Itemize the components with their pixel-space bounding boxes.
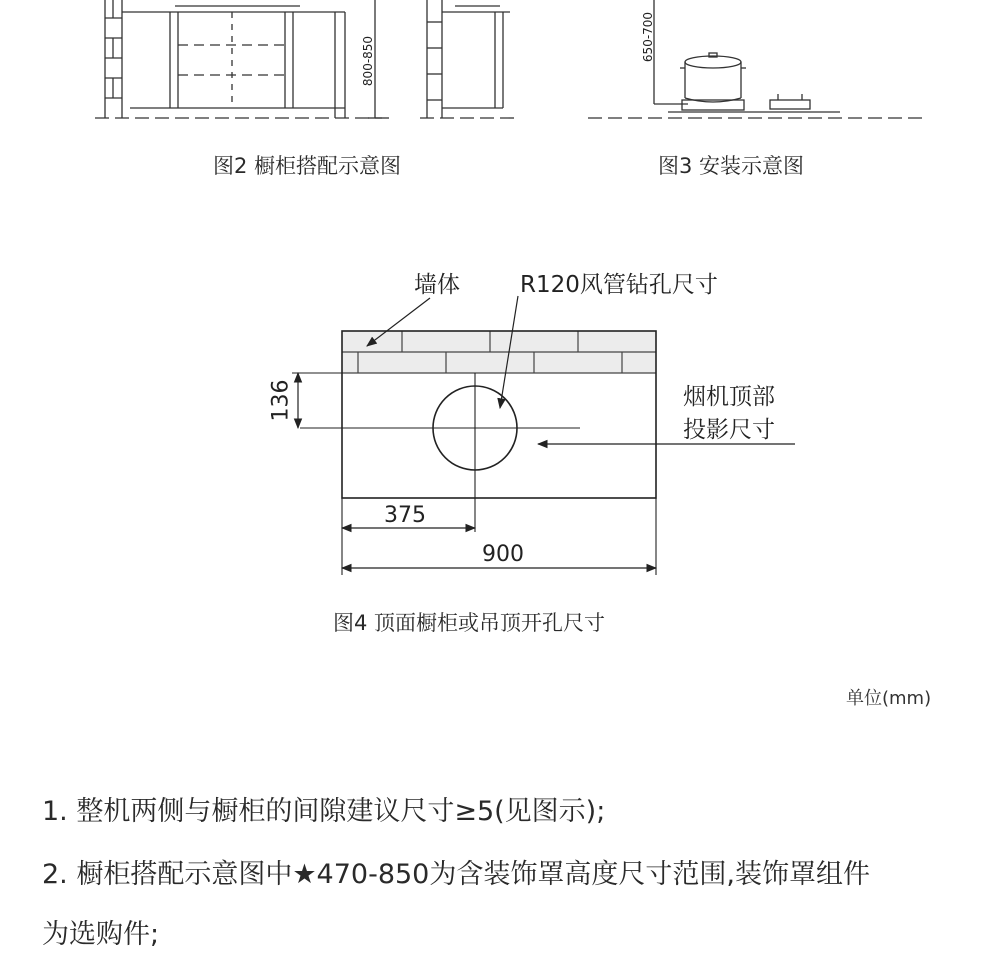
label-wall: 墙体 <box>414 272 460 298</box>
fig2-dim-label: 800-850 <box>361 35 375 87</box>
label-duct-hole: R120风管钻孔尺寸 <box>520 272 718 298</box>
note-line-2: 2. 橱柜搭配示意图中★470-850为含装饰罩高度尺寸范围,装饰罩组件 <box>42 859 870 890</box>
note-line-1: 1. 整机两侧与橱柜的间隙建议尺寸≥5(见图示); <box>42 796 606 827</box>
dim-375: 375 <box>384 503 426 528</box>
dim-900: 900 <box>482 542 524 567</box>
label-projection-line1: 烟机顶部 <box>683 384 775 410</box>
note-line-3: 为选购件; <box>42 919 160 950</box>
fig3-install-drawing <box>570 0 940 130</box>
fig4-opening-drawing <box>0 240 1000 590</box>
label-projection-line2: 投影尺寸 <box>683 417 775 443</box>
fig3-caption: 图3 安装示意图 <box>658 154 805 178</box>
fig4-caption: 图4 顶面橱柜或吊顶开孔尺寸 <box>333 611 606 635</box>
fig2-caption: 图2 橱柜搭配示意图 <box>213 154 402 178</box>
fig2-cabinet-drawing <box>0 0 520 130</box>
unit-label: 单位(mm) <box>846 688 932 709</box>
dim-136: 136 <box>268 379 294 422</box>
fig3-dim-label: 650-700 <box>641 11 655 63</box>
